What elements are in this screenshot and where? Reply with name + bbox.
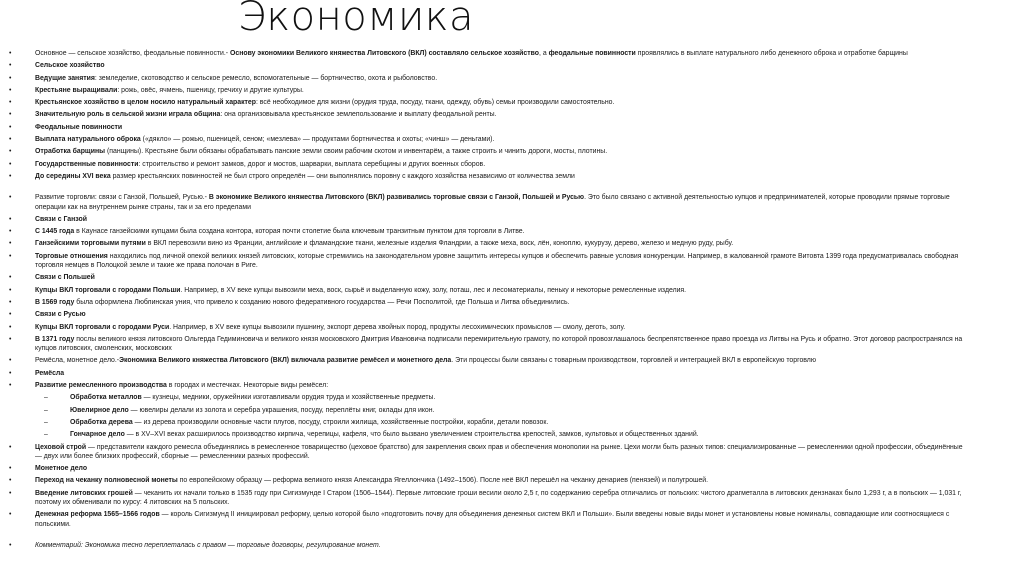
- list-item: [0, 123, 1024, 132]
- bold-text: Торговые отношения: [35, 252, 108, 260]
- text: Ремёсла, монетное дело.-: [35, 357, 120, 365]
- list-item: [0, 489, 1024, 508]
- bold-text: В экономике Великого княжества Литовского (ВКЛ) развивались торговые связи с Ганзой, Польшей и Русью: [208, 194, 585, 202]
- list-item: [0, 298, 1024, 307]
- bullet-icon: •: [9, 382, 12, 390]
- bullet-icon: •: [9, 136, 12, 144]
- text: — ювелиры делали из золота и серебра украшения, посуду, переплёты книг, оклады для икон.: [128, 406, 435, 414]
- list-item: [0, 239, 1024, 248]
- text: проявлялись в выплате натурального либо денежного оброка и отработке барщины: [635, 50, 908, 57]
- list-item: [0, 369, 1024, 378]
- bold-text: Купцы ВКЛ торговали с городами Польши: [35, 286, 181, 294]
- bullet-icon: •: [9, 240, 12, 248]
- bold-text: С 1445 года: [35, 228, 75, 236]
- list-item: [0, 510, 1024, 529]
- bullet-icon: •: [9, 172, 12, 180]
- bullet-icon: •: [9, 123, 12, 131]
- text: — кузнецы, медники, оружейники изготавливали орудия труда и хозяйственные предметы.: [141, 394, 436, 402]
- text: , а: [538, 50, 549, 57]
- text: была оформлена Люблинская уния, что привело к созданию нового федеративного государства — Речи Посполитой, где Польша и Литва объединились.: [74, 298, 570, 306]
- bullet-icon: •: [9, 215, 12, 223]
- bullet-icon: •: [9, 74, 12, 82]
- list-item: [0, 335, 1024, 354]
- list-item: [0, 193, 1024, 212]
- bullet-icon: •: [9, 477, 12, 485]
- list-item: [0, 443, 1024, 462]
- text: . Например, в XV веке купцы вывозили меха, воск, сырьё и выделанную кожу, золу, поташ, лес и лесоматериалы, пеньку и некоторые ремесленные изделия.: [180, 286, 687, 294]
- text: — чеканить их начали только в 1535 году при Сигизмунде I Старом (1506–1544). Первые литовские гроши весили около 2,5 г, по содержанию серебра отличались от польских: чистого драгметалла в литовских дензнаках было 1,293 г, а в польских — 1,031 г, поэтому их обменивали по курсу: 4 литовских на 5 польских.: [35, 489, 962, 506]
- text: . Например, в XV веке купцы вывозили пушнину, экспорт дерева хвойных пород, продукты лесохимических промыслов — смолу, деготь, золу.: [169, 323, 626, 331]
- bullet-icon: •: [9, 148, 12, 156]
- bullet-icon: •: [9, 489, 12, 497]
- bullet-icon: •: [9, 369, 12, 377]
- text: размер крестьянских повинностей не был строго определён — они выполнялись поровну с каждого хозяйства независимо от количества земли: [110, 172, 575, 180]
- bullet-icon: •: [9, 335, 12, 343]
- text: — король Сигизмунд II инициировал реформу, целью которой было «подготовить почву для объединения денежных систем ВКЛ и Польши». Были введены новые виды монет и установлены новые номиналы, совпадающие или соотносящиеся с польскими.: [35, 511, 950, 528]
- sub-list-item: [0, 393, 1024, 402]
- bullet-icon: •: [9, 298, 12, 306]
- bullet-icon: •: [9, 311, 12, 319]
- bold-text: Сельское хозяйство: [35, 62, 105, 70]
- bullet-icon: •: [9, 465, 12, 473]
- bold-text: Развитие ремесленного производства: [35, 382, 167, 390]
- list-item: [0, 227, 1024, 236]
- bold-text: Купцы ВКЛ торговали с городами Руси: [35, 323, 170, 331]
- bold-text: Крестьянское хозяйство в целом носило натуральный характер: [35, 99, 256, 107]
- text: : всё необходимое для жизни (орудия труда, посуду, ткани, одежду, обувь) семьи производили самостоятельно.: [255, 99, 615, 107]
- bullet-icon: •: [9, 252, 12, 260]
- list-item: [0, 98, 1024, 107]
- bold-text: В 1371 году: [35, 335, 75, 343]
- bullet-icon: •: [9, 511, 12, 519]
- list-item: [0, 110, 1024, 119]
- text: в Каунасе ганзейскими купцами была создана контора, которая почти столетие была ключевым транзитным пунктом для торговли в Литве.: [74, 228, 525, 236]
- bullet-icon: •: [9, 194, 12, 202]
- text: послы великого князя литовского Ольгерда Гедиминовича и великого князя московского Дмитрия Ивановича подписали перемирительную грамоту, по которой провозглашалось беспрепятственное право проезда из Литвы на Русь и обратно. Этот договор распространялся на купцов литовских, смоленских, московских: [35, 335, 963, 353]
- bold-text: Обработка металлов: [70, 394, 142, 402]
- text: (панщины). Крестьяне были обязаны обрабатывать панские земли своим рабочим скотом и инвентарём, а также строить и чинить дороги, мосты, плотины.: [105, 148, 608, 156]
- bold-text: Ремёсла: [35, 369, 65, 377]
- list-item: [0, 323, 1024, 332]
- bullet-icon: •: [9, 228, 12, 236]
- bold-text: Гончарное дело: [70, 431, 125, 439]
- list-item: [0, 464, 1024, 473]
- bullet-icon: •: [9, 111, 12, 119]
- bullet-icon: •: [9, 286, 12, 294]
- text: находились под личной опекой великих князей литовских, которые стремились на законодательном уровне защитить интересы купцов и обеспечить равные условия конкуренции. Например, в жалованной грамоте Витовта 1399 года предусматривалась свободная торговля немцев в Полоцкой земле и такие же права полочан в Риге.: [35, 252, 959, 270]
- list-item: [0, 160, 1024, 169]
- text: : земледелие, скотоводство и сельское ремесло, вспомогательные — бортничество, охота и рыболовство.: [94, 74, 438, 82]
- bullet-icon: •: [9, 62, 12, 70]
- sub-list-item: [0, 406, 1024, 415]
- bullet-list: [0, 49, 1024, 553]
- list-item: [0, 74, 1024, 83]
- bold-text: Переход на чеканку полновесной монеты: [35, 477, 178, 485]
- bullet-icon: •: [9, 50, 12, 57]
- list-item: [0, 61, 1024, 70]
- text: — представители каждого ремесла объединялись в ремесленное товарищество (цеховое братство) для закрепления своих прав и обеспечения монополии на рынке. Цехи могли быть разных типов: специализированные — ремесленники одной профессии, объединённые — двух или более близких профессий, сборные — ремесленники разных профессий.: [35, 443, 963, 460]
- sub-list-item: [0, 418, 1024, 427]
- bold-text: феодальные повинности: [548, 50, 636, 57]
- bullet-icon: •: [9, 86, 12, 94]
- bullet-icon: •: [9, 357, 12, 365]
- list-item: [0, 381, 1024, 390]
- bold-text: Обработка дерева: [70, 418, 133, 426]
- bullet-icon: •: [9, 541, 12, 549]
- text: Комментарий: Экономика тесно переплеталась с правом — торговые договоры, регулирование монет.: [35, 541, 381, 549]
- bold-text: Ювелирное дело: [70, 406, 129, 414]
- bold-text: Ведущие занятия: [35, 74, 95, 82]
- bold-text: До середины XVI века: [35, 172, 111, 180]
- text: . Эти процессы были связаны с товарным производством, торговлей и интеграцией ВКЛ в европейскую торговлю: [451, 357, 816, 365]
- text: Основное — сельское хозяйство, феодальные повинности.-: [35, 50, 231, 57]
- bold-text: Монетное дело: [35, 465, 88, 473]
- text: — в XV–XVI веках расширилось производство кирпича, черепицы, кафеля, что было вызвано увеличением строительства крепостей, замков, культовых и общественных зданий.: [124, 431, 699, 439]
- text: Развитие торговли: связи с Ганзой, Польшей, Русью.-: [35, 194, 209, 202]
- list-item: [0, 147, 1024, 156]
- bold-text: Связи с Ганзой: [35, 215, 87, 223]
- text: по европейскому образцу — реформа великого князя Александра Ягеллончика (1492–1506). После неё ВКЛ перешёл на чеканку денариев (пенязей) и полугрошей.: [177, 477, 709, 485]
- bold-text: В 1569 году: [35, 298, 75, 306]
- dash-bullet-icon: –: [44, 418, 48, 426]
- list-item: [0, 49, 1024, 58]
- bullet-icon: •: [9, 323, 12, 331]
- dash-bullet-icon: –: [44, 394, 48, 402]
- bold-text: Экономика Великого княжества Литовского (ВКЛ) включала развитие ремёсел и монетного дела: [119, 357, 452, 365]
- list-item: [0, 310, 1024, 319]
- dash-bullet-icon: –: [44, 406, 48, 414]
- text: («дякло» — рожью, пшеницей, сеном; «мезлева» — продуктами бортничества и охоты; «чинш» — деньгами).: [140, 136, 495, 144]
- text: : она организовывала крестьянское землепользование и выплату феодальной ренты.: [220, 111, 497, 119]
- list-item: [0, 215, 1024, 224]
- text: . Это было связано с активной деятельностью купцов и предпринимателей, которые проводили прямые торговые операции как на внутреннем рынке страны, так и за его пределами: [35, 194, 950, 211]
- list-item: [0, 286, 1024, 295]
- bold-text: Выплата натурального оброка: [35, 136, 141, 144]
- sub-list-item: [0, 430, 1024, 439]
- bullet-icon: •: [9, 99, 12, 107]
- bold-text: Связи с Польшей: [35, 274, 95, 282]
- list-item: [0, 86, 1024, 95]
- list-item: [0, 476, 1024, 485]
- bullet-icon: •: [9, 160, 12, 168]
- bold-text: Цеховой строй: [35, 443, 87, 451]
- dash-bullet-icon: –: [44, 431, 48, 439]
- list-item: [0, 252, 1024, 271]
- bold-text: Государственные повинности: [35, 160, 139, 168]
- list-item: [0, 172, 1024, 181]
- text: в городах и местечках. Некоторые виды ремёсел:: [166, 382, 329, 390]
- list-item: [0, 356, 1024, 365]
- text: в ВКЛ перевозили вино из Франции, английские и фламандские ткани, железные изделия Фландрии, а также меха, воск, лён, коноплю, кукурузу, дерево, железо и медную руду, рыбу.: [145, 240, 734, 248]
- bold-text: Ганзейскими торговыми путями: [35, 240, 146, 248]
- text: — из дерева производили основные части плугов, посуду, строили жилища, хозяйственные постройки, корабли, детали повозок.: [132, 418, 549, 426]
- list-item: [0, 135, 1024, 144]
- list-item: [0, 541, 1024, 550]
- bold-text: Значительную роль в сельской жизни играла община: [35, 111, 221, 119]
- bold-text: Отработка барщины: [35, 148, 106, 156]
- bullet-icon: •: [9, 274, 12, 282]
- bold-text: Связи с Русью: [35, 311, 86, 319]
- bold-text: Введение литовских грошей: [35, 489, 133, 497]
- slide-title-text: Экономика: [238, 0, 475, 40]
- text: : рожь, овёс, ячмень, пшеницу, гречиху и другие культуры.: [117, 86, 304, 94]
- spacer: [0, 532, 1024, 541]
- bold-text: Крестьяне выращивали: [35, 86, 118, 94]
- bullet-icon: •: [9, 443, 12, 451]
- text: : строительство и ремонт замков, дорог и мостов, шарварки, выплата серебщины и других военных сборов.: [138, 160, 486, 168]
- bold-text: Феодальные повинности: [35, 123, 123, 131]
- spacer: [0, 184, 1024, 193]
- bold-text: Денежная реформа 1565–1566 годов: [35, 511, 160, 519]
- list-item: [0, 273, 1024, 282]
- bold-text: Основу экономики Великого княжества Литовского (ВКЛ) составляло сельское хозяйство: [230, 50, 539, 57]
